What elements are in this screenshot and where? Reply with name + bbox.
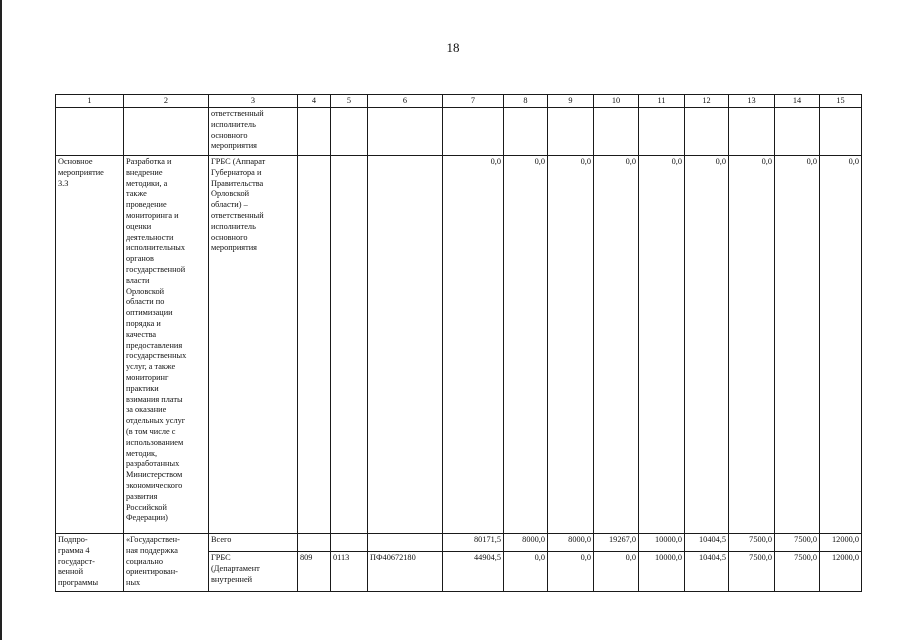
target-article-cell <box>368 534 443 552</box>
header-cell: 3 <box>209 95 298 108</box>
value-cell: 7500,0 <box>775 534 820 552</box>
header-cell: 5 <box>331 95 368 108</box>
header-cell: 4 <box>298 95 331 108</box>
value-cell: 10000,0 <box>639 534 685 552</box>
header-cell: 12 <box>685 95 729 108</box>
value-cell: 0,0 <box>639 156 685 534</box>
header-cell: 7 <box>443 95 504 108</box>
header-cell: 14 <box>775 95 820 108</box>
value-cell <box>548 108 594 156</box>
value-cell: 0,0 <box>685 156 729 534</box>
value-cell <box>639 108 685 156</box>
table-row <box>56 534 862 552</box>
value-cell <box>775 108 820 156</box>
value-cell: 7500,0 <box>729 534 775 552</box>
subprogram-name-cell: «Государствен- ная поддержка социально ориентирован- ных <box>124 534 209 592</box>
value-cell: 0,0 <box>820 156 862 534</box>
value-cell: 0,0 <box>504 156 548 534</box>
value-cell: 12000,0 <box>820 552 862 592</box>
value-cell <box>685 108 729 156</box>
subprogram-cell: Подпро- грамма 4 государст- венной программы <box>56 534 124 592</box>
value-cell: 8000,0 <box>548 534 594 552</box>
page-number: 18 <box>446 40 460 55</box>
value-cell: 0,0 <box>504 552 548 592</box>
grbs-cell <box>298 108 331 156</box>
header-cell: 10 <box>594 95 639 108</box>
value-cell: 10000,0 <box>639 552 685 592</box>
header-cell: 13 <box>729 95 775 108</box>
section-cell <box>331 534 368 552</box>
value-cell: 0,0 <box>594 156 639 534</box>
value-cell: 0,0 <box>548 156 594 534</box>
name-cell <box>124 108 209 156</box>
value-cell: 0,0 <box>548 552 594 592</box>
value-cell: 0,0 <box>594 552 639 592</box>
value-cell <box>729 108 775 156</box>
value-cell: 8000,0 <box>504 534 548 552</box>
value-cell: 0,0 <box>729 156 775 534</box>
header-cell: 1 <box>56 95 124 108</box>
table-row <box>56 108 862 156</box>
value-cell <box>820 108 862 156</box>
budget-table <box>55 94 862 592</box>
target-article-cell <box>368 108 443 156</box>
header-row <box>56 95 862 108</box>
value-cell: 19267,0 <box>594 534 639 552</box>
value-cell: 10404,5 <box>685 552 729 592</box>
header-cell: 8 <box>504 95 548 108</box>
executor-cell: ГРБС (Аппарат Губернатора и Правительства Орловской области) – ответственный исполнитель основного мероприятия <box>209 156 298 534</box>
executor-cell: ответственный исполнитель основного мероприятия <box>209 108 298 156</box>
value-cell <box>504 108 548 156</box>
program-cell: Основное мероприятие 3.3 <box>56 156 124 534</box>
grbs-cell: 809 <box>298 552 331 592</box>
target-article-cell <box>368 156 443 534</box>
header-cell: 15 <box>820 95 862 108</box>
grbs-cell <box>298 534 331 552</box>
section-cell <box>331 156 368 534</box>
header-cell: 6 <box>368 95 443 108</box>
value-cell <box>443 108 504 156</box>
value-cell: 80171,5 <box>443 534 504 552</box>
value-cell: 44904,5 <box>443 552 504 592</box>
table-row <box>56 156 862 534</box>
value-cell: 0,0 <box>443 156 504 534</box>
grbs-cell <box>298 156 331 534</box>
name-cell: Разработка и внедрение методики, а также проведение мониторинга и оценки деятельности исполнительных органов государственной власти Орловской области по оптимизации порядка и качества предоставления государственных услуг, а также мониторинг практики взимания платы за оказание отдельных услуг (в том числе с использованием методик, разработанных Министерством экономического развития Российской Федерации) <box>124 156 209 534</box>
value-cell <box>594 108 639 156</box>
value-cell: 0,0 <box>775 156 820 534</box>
value-cell: 7500,0 <box>775 552 820 592</box>
program-cell <box>56 108 124 156</box>
header-cell: 9 <box>548 95 594 108</box>
header-cell: 2 <box>124 95 209 108</box>
executor-cell: Всего <box>209 534 298 552</box>
header-cell: 11 <box>639 95 685 108</box>
value-cell: 7500,0 <box>729 552 775 592</box>
value-cell: 12000,0 <box>820 534 862 552</box>
scan-left-edge <box>0 0 2 640</box>
executor-cell: ГРБС (Департамент внутренней <box>209 552 298 592</box>
section-cell: 0113 <box>331 552 368 592</box>
value-cell: 10404,5 <box>685 534 729 552</box>
target-article-cell: ПФ40672180 <box>368 552 443 592</box>
section-cell <box>331 108 368 156</box>
